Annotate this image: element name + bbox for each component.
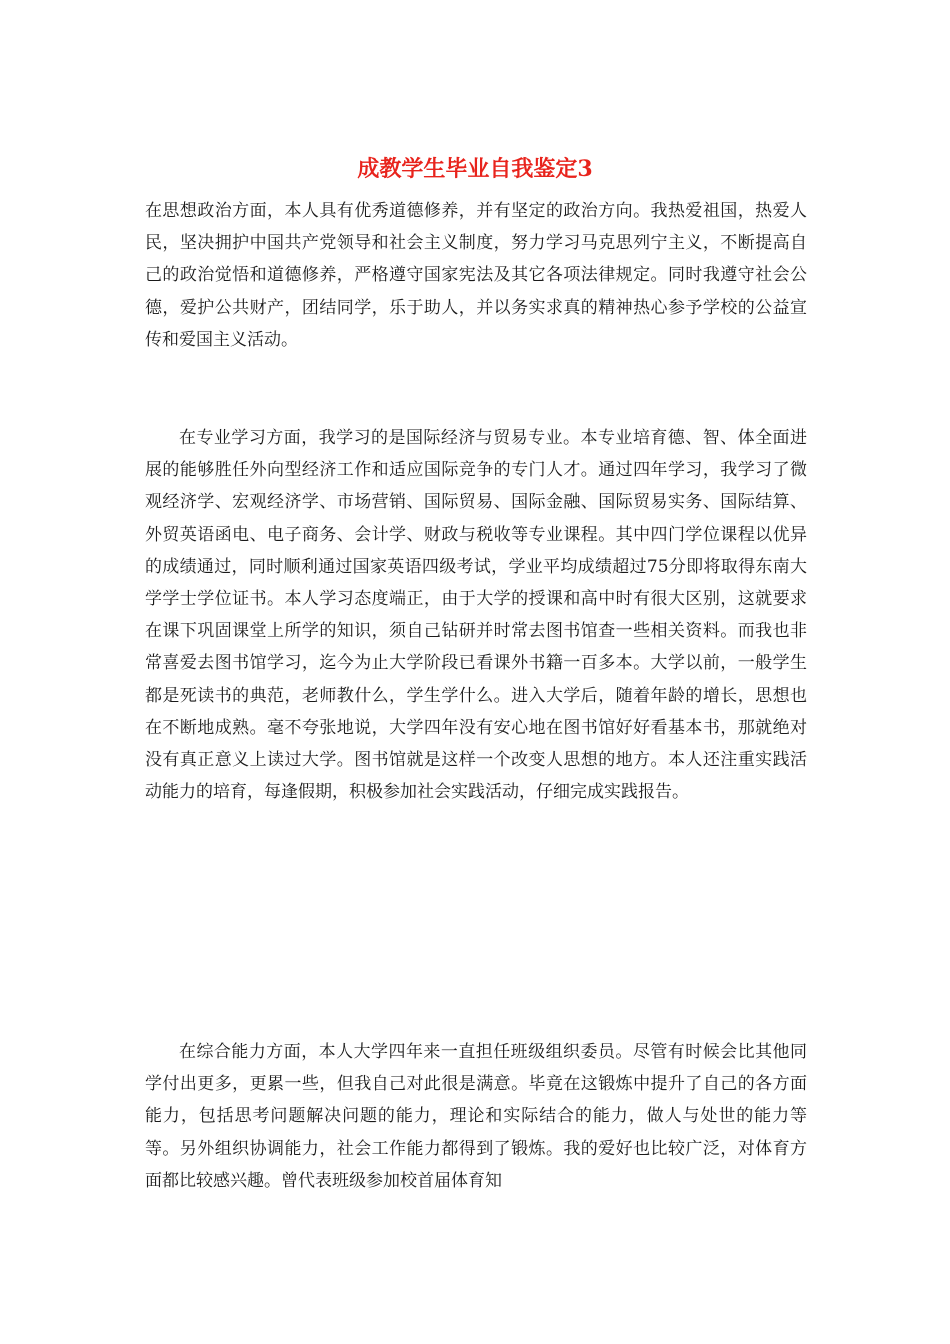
paragraph-professional-study: 在专业学习方面，我学习的是国际经济与贸易专业。本专业培育德、智、体全面进展的能够胜任外向型经济工作和适应国际竞争的专门人才。通过四年学习，我学习了微观经济学、宏观经济学、市场营销、国际贸易、国际金融、国际贸易实务、国际结算、外贸英语函电、电子商务、会计学、财政与税收等专业课程。其中四门学位课程以优异的成绩通过，同时顺利通过国家英语四级考试，学业平均成绩超过75分即将取得东南大学学士学位证书。本人学习态度端正，由于大学的授课和高中时有很大区别，这就要求在课下巩固课堂上所学的知识，须自己钻研并时常去图书馆查一些相关资料。而我也非常喜爱去图书馆学习，迄今为止大学阶段已看课外书籍一百多本。大学以前，一般学生都是死读书的典范，老师教什么，学生学什么。进入大学后，随着年龄的增长，思想也在不断地成熟。毫不夸张地说，大学四年没有安心地在图书馆好好看基本书，那就绝对没有真正意义上读过大学。图书馆就是这样一个改变人思想的地方。本人还注重实践活动能力的培育，每逢假期，积极参加社会实践活动，仔细完成实践报告。 bbox=[145, 428, 807, 803]
paragraph-comprehensive-ability: 在综合能力方面，本人大学四年来一直担任班级组织委员。尽管有时候会比其他同学付出更多，更累一些，但我自己对此很是满意。毕竟在这锻炼中提升了自己的各方面能力，包括思考问题解决问题的能力，理论和实际结合的能力，做人与处世的能力等等。另外组织协调能力，社会工作能力都得到了锻炼。我的爱好也比较广泛，对体育方面都比较感兴趣。曾代表班级参加校首届体育知 bbox=[145, 1042, 807, 1191]
document-title: 成教学生毕业自我鉴定3 bbox=[357, 156, 593, 182]
paragraph-political: 在思想政治方面，本人具有优秀道德修养，并有坚定的政治方向。我热爱祖国，热爱人民，坚决拥护中国共产党领导和社会主义制度，努力学习马克思列宁主义，不断提高自己的政治觉悟和道德修养，严格遵守国家宪法及其它各项法律规定。同时我遵守社会公德，爱护公共财产，团结同学，乐于助人，并以务实求真的精神热心参予学校的公益宣传和爱国主义活动。 bbox=[145, 201, 807, 350]
